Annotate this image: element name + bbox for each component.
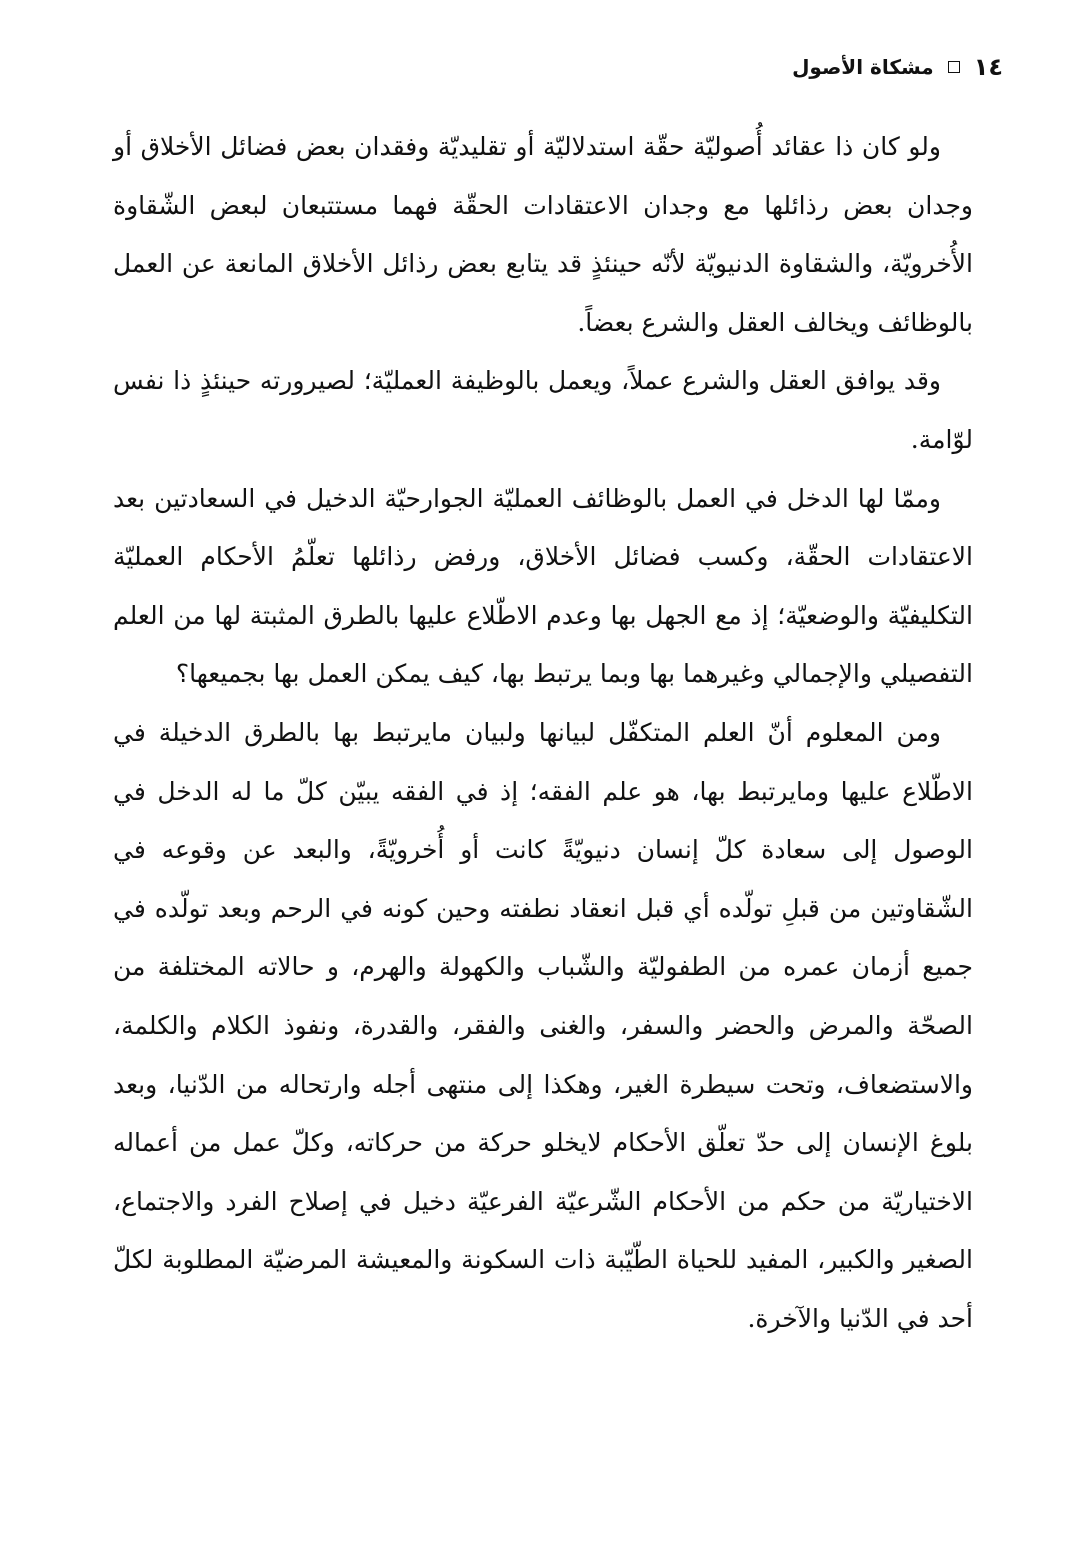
paragraph: ومن المعلوم أنّ العلم المتكفّل لبيانها ولبيان مايرتبط بها بالطرق الدخيلة في الاطّلاع عليها ومايرتبط بها، هو علم الفقه؛ إذ في الفقه يبيّن كلّ ما له الدخل في الوصول إلى سعادة كلّ إنسان دنيويّةً كانت أو أُخرويّةً، والبعد عن وقوعه في الشّقاوتين من قبلِ تولّده أي قبل انعقاد نطفته وحين كونه في الرحم وبعد تولّده في جميع أزمان عمره من الطفوليّة والشّباب والكهولة والهرم، و حالاته المختلفة من الصحّة والمرض والحضر والسفر، والغنى والفقر، والقدرة، ونفوذ الكلام والكلمة، والاستضعاف، وتحت سيطرة الغير، وهكذا إلى منتهى أجله وارتحاله من الدّنيا، وبعد بلوغ الإنسان إلى حدّ تعلّق الأحكام لايخلو حركة من حركاته، وكلّ عمل من أعماله الاختياريّة من حكم من الأحكام الشّرعيّة الفرعيّة دخيل في إصلاح الفرد والاجتماع، الصغير والكبير، المفيد للحياة الطّيّبة ذات السكونة والمعيشة المرضيّة المطلوبة لكلّ أحد في الدّنيا والآخرة. — [113, 717, 973, 1333]
book-title: مشكاة الأصول — [792, 55, 934, 79]
running-header — [792, 52, 1003, 82]
page-number: ١٤ — [973, 53, 1003, 81]
body-text — [113, 118, 973, 1348]
paragraph: ولو كان ذا عقائد أُصوليّة حقّة استدلاليّة أو تقليديّة وفقدان بعض فضائل الأخلاق أو وجدان بعض رذائلها مع وجدان الاعتقادات الحقّة فهما مستتبعان لبعض الشّقاوة الأُخرويّة، والشقاوة الدنيويّة لأنّه حينئذٍ قد يتابع بعض رذائل الأخلاق المانعة عن العمل بالوظائف ويخالف العقل والشرع بعضاً. — [113, 132, 973, 337]
paragraph: وقد يوافق العقل والشرع عملاً، ويعمل بالوظيفة العمليّة؛ لصيرورته حينئذٍ ذا نفس لوّامة. — [113, 366, 973, 454]
paragraph: وممّا لها الدخل في العمل بالوظائف العمليّة الجوارحيّة الدخيل في السعادتين بعد الاعتقادات الحقّة، وكسب فضائل الأخلاق، ورفض رذائلها تعلّمُ الأحكام العمليّة التكليفيّة والوضعيّة؛ إذ مع الجهل بها وعدم الاطّلاع عليها بالطرق المثبتة لها من العلم التفصيلي والإجمالي وغيرهما بها وبما يرتبط بها، كيف يمكن العمل بها بجميعها؟ — [113, 483, 973, 689]
square-separator-icon — [948, 61, 960, 73]
